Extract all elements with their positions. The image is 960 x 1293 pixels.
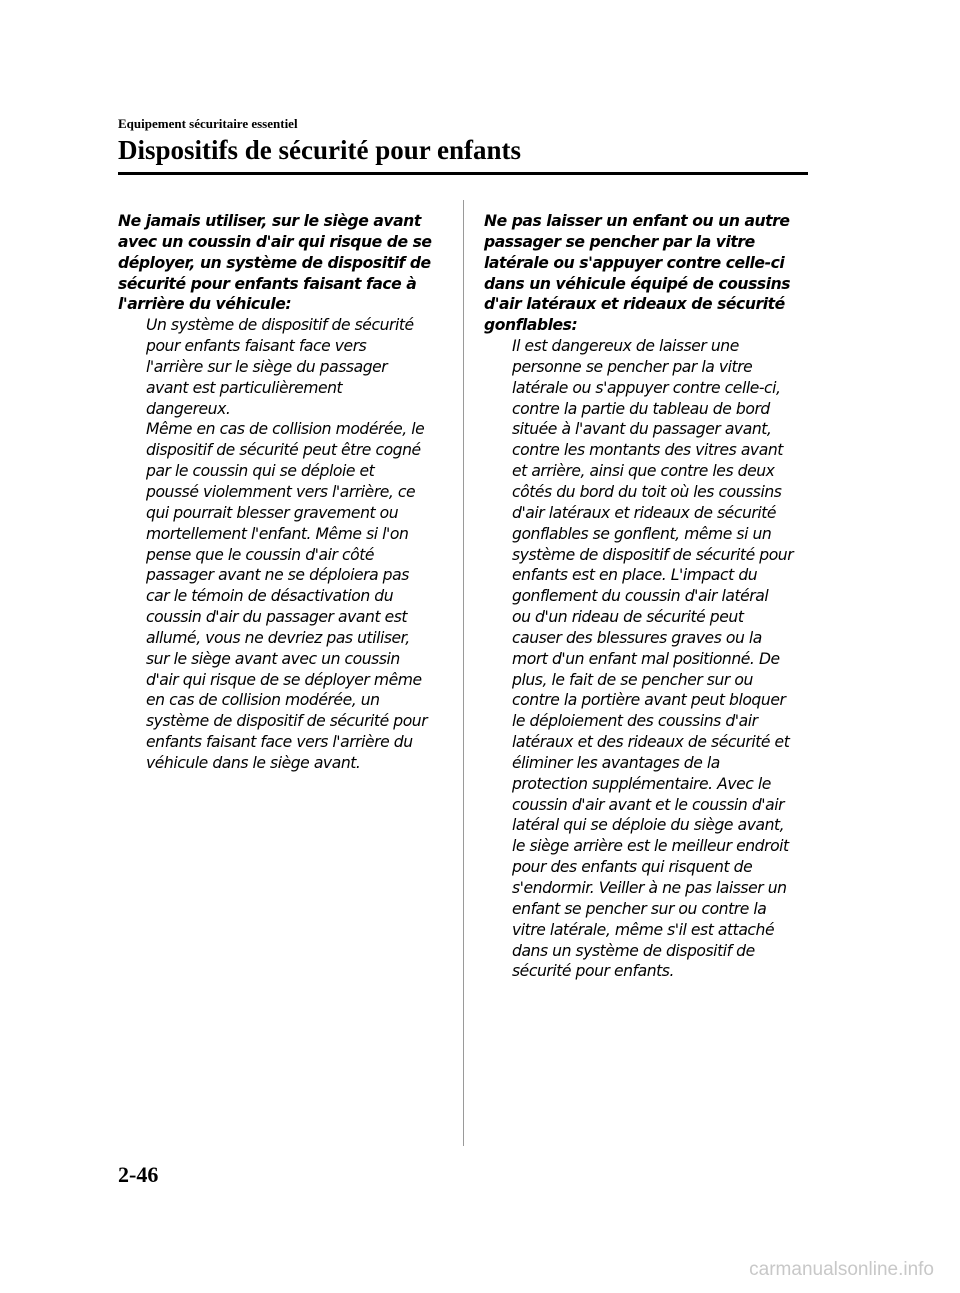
title-rule (118, 172, 808, 175)
warning-heading-line: d'air latéraux et rideaux de sécurité (484, 295, 785, 314)
warning-body-line: pour des enfants qui risquent de (512, 858, 753, 877)
warning-body-line: Il est dangereux de laisser une (512, 337, 739, 356)
page-number: 2-46 (118, 1162, 159, 1187)
warning-body-line: l'arrière sur le siège du passager (146, 357, 388, 376)
warning-heading-line: Ne jamais utiliser, sur le siège avant (118, 212, 421, 230)
warning-body-line: vitre latérale, même s'il est attaché (512, 920, 775, 939)
warning-body (118, 315, 448, 774)
page-title: Dispositifs de sécurité pour enfants (118, 135, 522, 165)
warning-heading (118, 211, 448, 315)
warning-body-line: ou d'un rideau de sécurité peut (512, 608, 744, 627)
warning-body (484, 336, 810, 982)
section-label: Equipement sécuritaire essentiel (118, 116, 298, 131)
warning-body-line: poussé violemment vers l'arrière, ce (146, 482, 416, 501)
warning-body-line: le déploiement des coussins d'air (512, 712, 758, 731)
warning-right-column (484, 211, 810, 982)
warning-body-line: système de dispositif de sécurité pour (512, 545, 794, 564)
warning-body-line: contre la portière avant peut bloquer (512, 691, 786, 710)
warning-body-line: et arrière, ainsi que contre les deux (512, 462, 775, 481)
warning-body-line: coussin d'air avant et le coussin d'air (512, 795, 785, 814)
warning-body-line: véhicule dans le siège avant. (146, 753, 361, 772)
warning-body-line: coussin d'air du passager avant est (146, 608, 408, 627)
warning-body-line: contre la partie du tableau de bord (512, 399, 770, 418)
watermark: carmanualsonline.info (749, 1259, 934, 1280)
warning-body-line: sur le siège avant avec un coussin (146, 649, 400, 668)
warning-body-line: Un système de dispositif de sécurité (146, 316, 414, 335)
warning-body-line: s'endormir. Veiller à ne pas laisser un (512, 879, 787, 897)
warning-body-line: mort d'un enfant mal positionné. De (512, 649, 780, 668)
warning-body-line: éliminer les avantages de la (512, 753, 720, 772)
warning-body-line: par le coussin qui se déploie et (146, 462, 375, 481)
warning-heading-line: passager se pencher par la vitre (484, 232, 755, 251)
warning-body-line: personne se pencher par la vitre (512, 357, 753, 376)
warning-heading-line: avec un coussin d'air qui risque de se (118, 232, 432, 251)
warning-body-line: avant est particulièrement (146, 378, 343, 397)
warning-body-line: passager avant ne se déploiera pas (146, 566, 409, 585)
warning-body-line: latéraux et des rideaux de sécurité et (512, 733, 790, 752)
warning-body-line: dangereux. (146, 399, 231, 418)
warning-body-line: allumé, vous ne devriez pas utiliser, (146, 628, 410, 647)
column-divider (463, 200, 464, 1146)
warning-body-line: d'air latéraux et rideaux de sécurité (512, 503, 777, 522)
warning-body-line: protection supplémentaire. Avec le (512, 774, 771, 793)
warning-left-column (118, 211, 448, 774)
warning-body-line: sécurité pour enfants. (512, 962, 674, 981)
warning-heading-line: déployer, un système de dispositif de (118, 253, 431, 272)
warning-body-line: pense que le coussin d'air côté (146, 545, 374, 564)
warning-body-line: gonflables se gonflent, même si un (512, 524, 772, 543)
warning-heading-line: sécurité pour enfants faisant face à (118, 274, 417, 293)
warning-heading-line: l'arrière du véhicule: (118, 295, 292, 314)
warning-body-line: dispositif de sécurité peut être cogné (146, 441, 421, 460)
warning-body-line: d'air qui risque de se déployer même (146, 670, 422, 689)
warning-heading (484, 211, 810, 336)
warning-body-line: qui pourrait blesser gravement ou (146, 503, 399, 522)
warning-body-line: enfants est en place. L'impact du (512, 566, 758, 585)
warning-body-line: côtés du bord du toit où les coussins (512, 482, 782, 501)
warning-body-line: latéral qui se déploie du siège avant, (512, 816, 785, 835)
warning-body-line: plus, le fait de se pencher sur ou (512, 670, 753, 689)
warning-heading-line: dans un véhicule équipé de coussins (484, 274, 791, 293)
warning-body-line: Même en cas de collision modérée, le (146, 420, 425, 439)
warning-heading-line: latérale ou s'appuyer contre celle-ci (484, 253, 785, 272)
warning-body-line: mortellement l'enfant. Même si l'on (146, 524, 409, 543)
warning-body-line: en cas de collision modérée, un (146, 691, 380, 710)
warning-heading-line: Ne pas laisser un enfant ou un autre (484, 212, 790, 230)
warning-body-line: système de dispositif de sécurité pour (146, 712, 428, 731)
warning-body-line: latérale ou s'appuyer contre celle-ci, (512, 378, 781, 397)
warning-body-line: car le témoin de désactivation du (146, 587, 394, 606)
warning-body-line: contre les montants des vitres avant (512, 441, 783, 460)
warning-body-line: le siège arrière est le meilleur endroit (512, 837, 789, 856)
warning-body-line: causer des blessures graves ou la (512, 628, 762, 647)
warning-body-line: dans un système de dispositif de (512, 941, 755, 960)
warning-body-line: enfant se pencher sur ou contre la (512, 899, 767, 918)
warning-heading-line: gonflables: (484, 316, 578, 335)
warning-body-line: située à l'avant du passager avant, (512, 420, 772, 439)
warning-body-line: enfants faisant face vers l'arrière du (146, 733, 413, 752)
warning-body-line: gonflement du coussin d'air latéral (512, 587, 769, 606)
warning-body-line: pour enfants faisant face vers (146, 337, 367, 356)
